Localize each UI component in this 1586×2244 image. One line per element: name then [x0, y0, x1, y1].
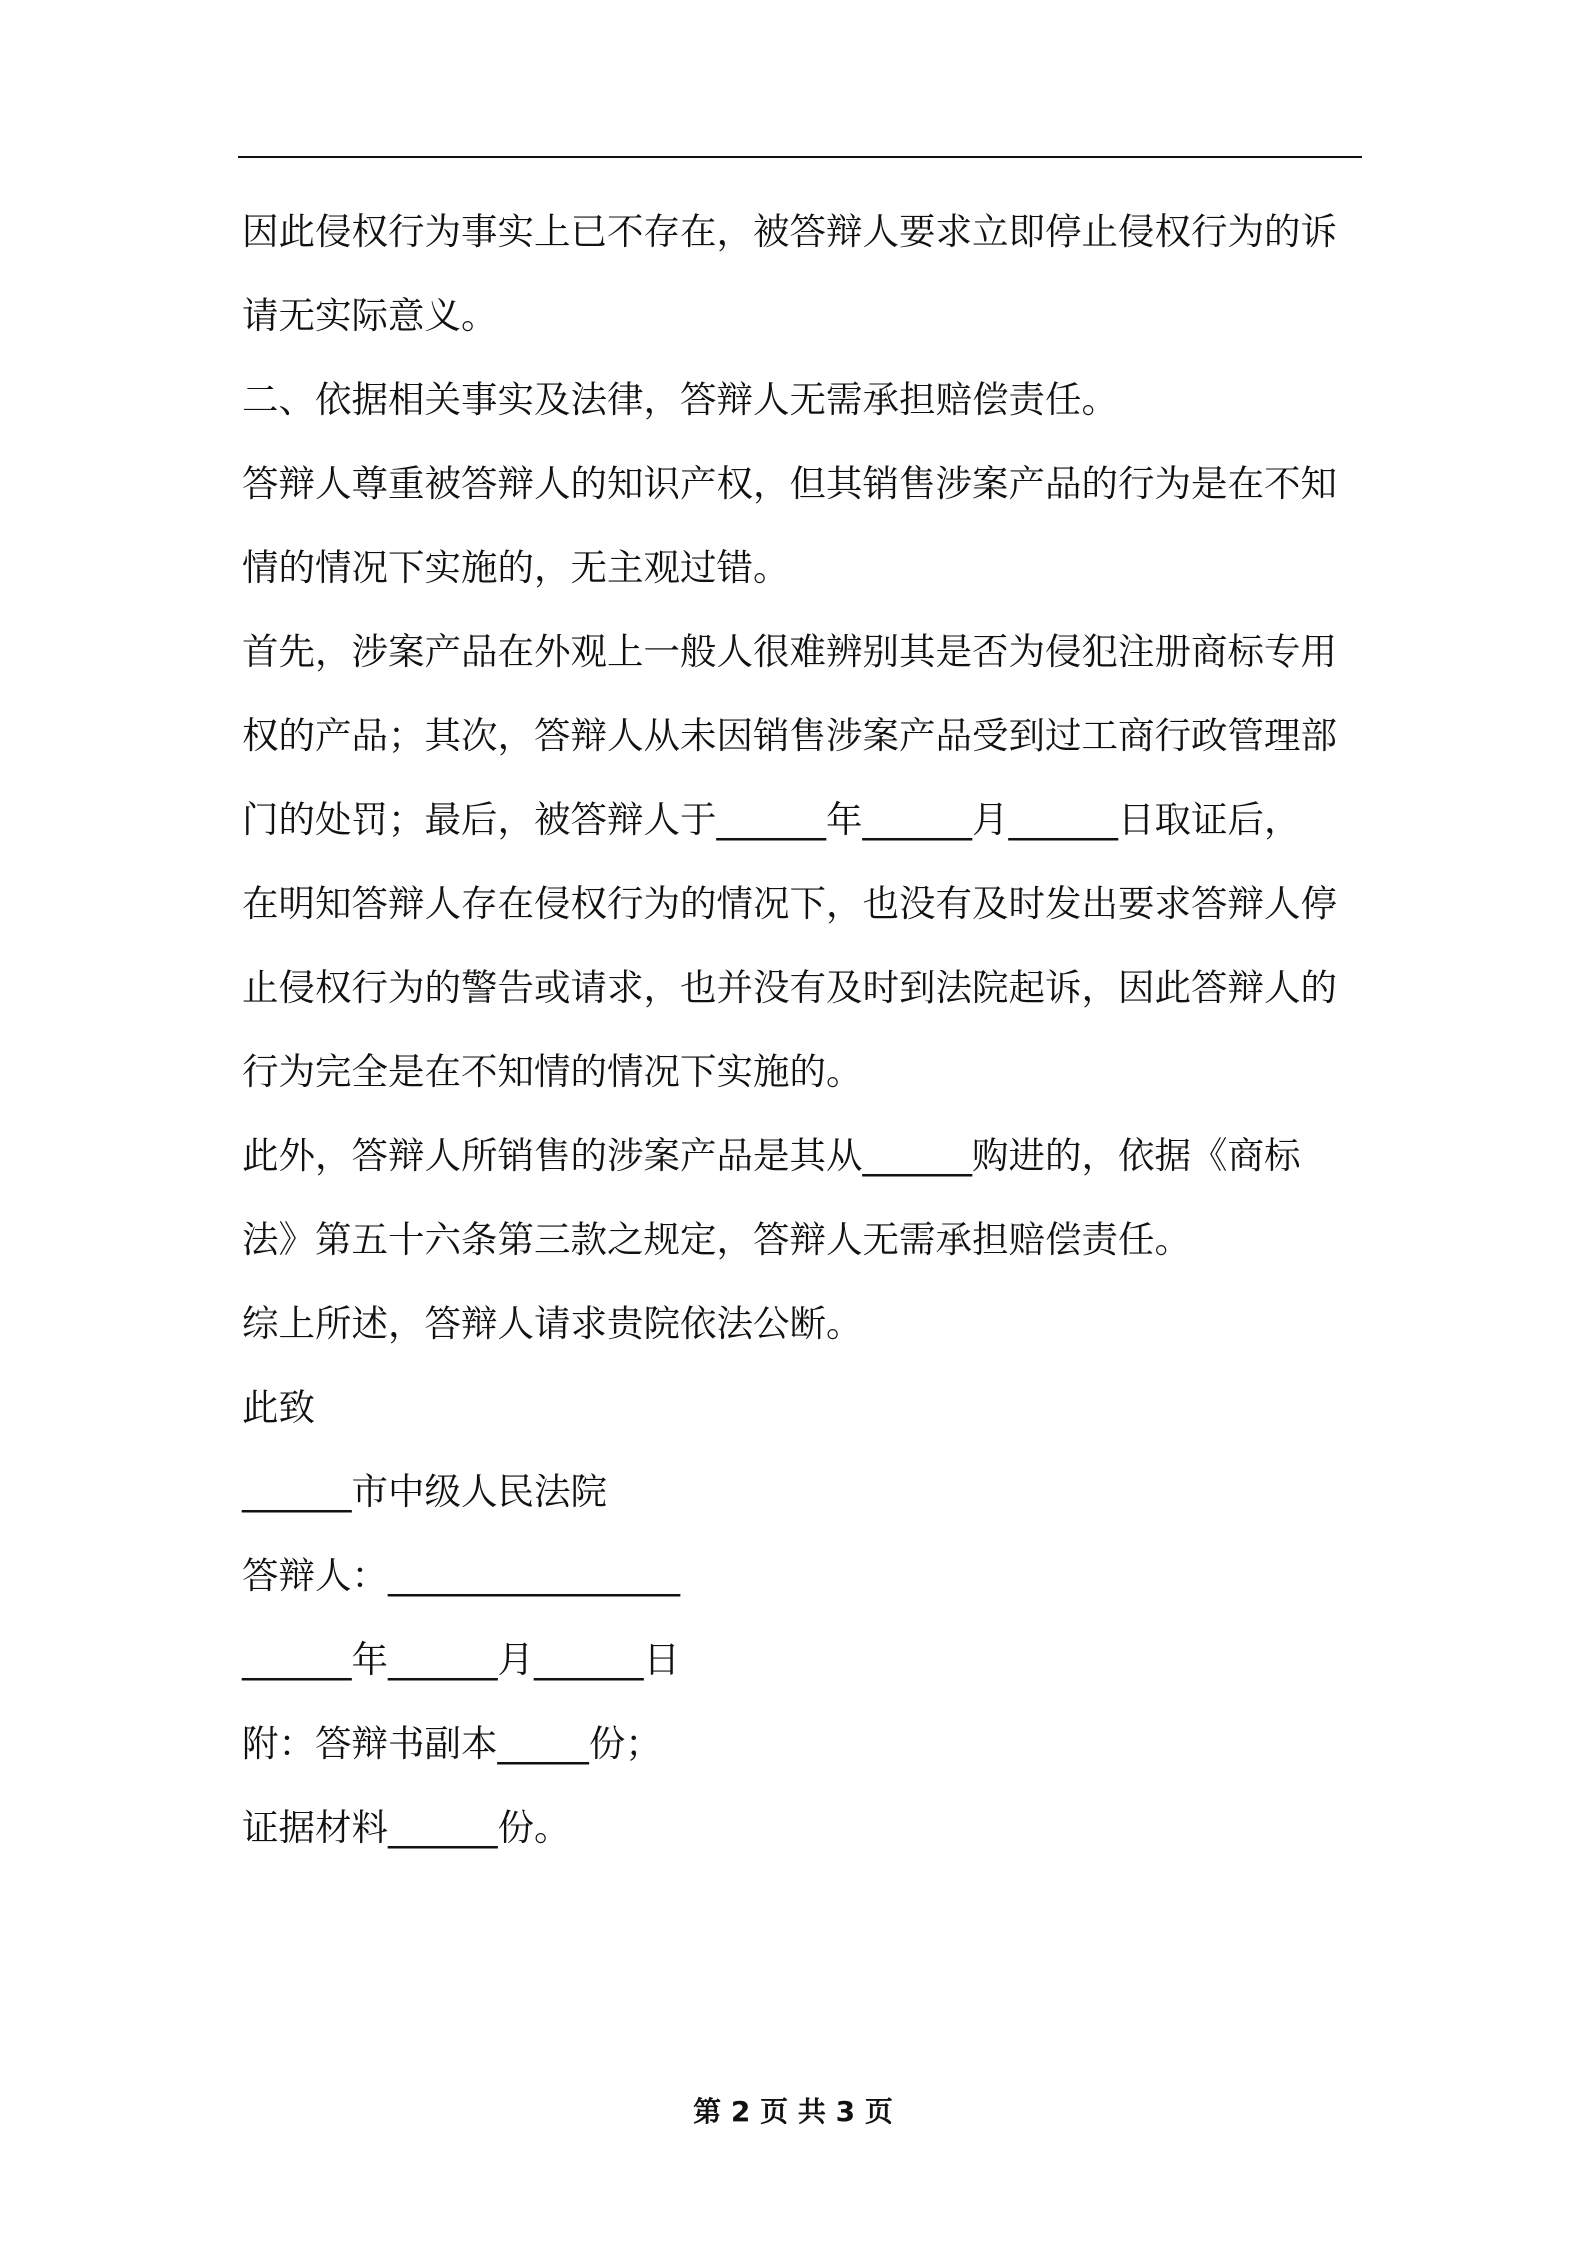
evidence-materials-line: 证据材料______份。	[242, 1806, 571, 1849]
respondent-signature-line: 答辩人：________________	[242, 1554, 680, 1597]
document-body	[242, 190, 1364, 1870]
header-rule	[238, 156, 1362, 158]
body-line: 在明知答辩人存在侵权行为的情况下，也没有及时发出要求答辩人停	[242, 882, 1337, 925]
body-line: 此外，答辩人所销售的涉案产品是其从______购进的，依据《商标	[242, 1134, 1301, 1177]
body-line: 因此侵权行为事实上已不存在，被答辩人要求立即停止侵权行为的诉	[242, 210, 1337, 253]
body-line: 情的情况下实施的，无主观过错。	[242, 546, 790, 589]
date-line: ______年______月______日	[242, 1638, 680, 1681]
page-indicator: 第 2 页 共 3 页	[693, 2095, 893, 2128]
body-line: 权的产品；其次，答辩人从未因销售涉案产品受到过工商行政管理部	[242, 714, 1337, 757]
body-line: 法》第五十六条第三款之规定，答辩人无需承担赔偿责任。	[242, 1218, 1191, 1261]
body-line: 止侵权行为的警告或请求，也并没有及时到法院起诉，因此答辩人的	[242, 966, 1337, 1009]
body-line: 请无实际意义。	[242, 294, 498, 337]
attachment-copies-line: 附：答辩书副本_____份；	[242, 1722, 662, 1765]
court-recipient: ______市中级人民法院	[242, 1470, 607, 1513]
body-line: 答辩人尊重被答辩人的知识产权，但其销售涉案产品的行为是在不知	[242, 462, 1337, 505]
body-line: 综上所述，答辩人请求贵院依法公断。	[242, 1302, 863, 1345]
section-heading: 二、依据相关事实及法律，答辩人无需承担赔偿责任。	[242, 378, 1118, 421]
body-line: 首先，涉案产品在外观上一般人很难辨别其是否为侵犯注册商标专用	[242, 630, 1337, 673]
salutation: 此致	[242, 1386, 315, 1429]
body-line: 门的处罚；最后，被答辩人于______年______月______日取证后，	[242, 798, 1301, 841]
body-line: 行为完全是在不知情的情况下实施的。	[242, 1050, 863, 1093]
